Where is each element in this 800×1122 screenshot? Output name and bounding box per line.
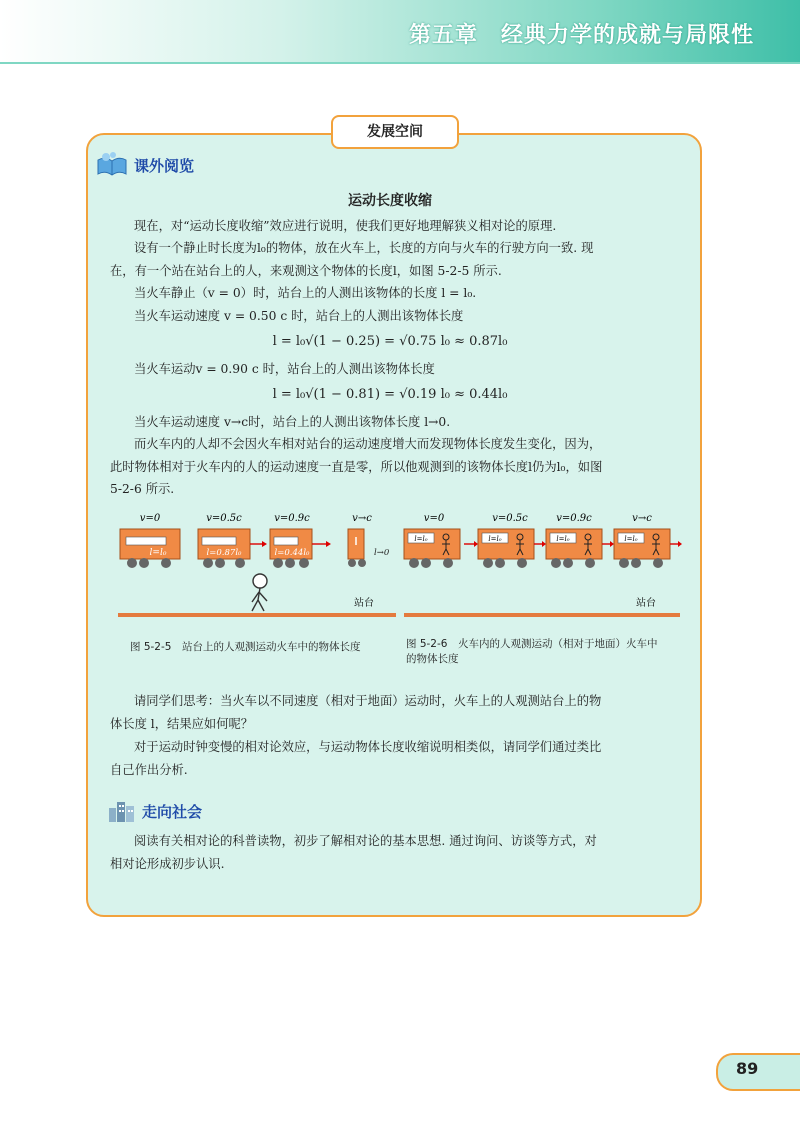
speed-label: v=0	[423, 513, 445, 524]
paragraph: 体长度 l，结果应如何呢？	[110, 717, 254, 731]
observer-figure	[252, 574, 267, 611]
paragraph: 5-2-6 所示.	[110, 482, 175, 496]
wheel	[139, 558, 149, 568]
paragraph: 阅读有关相对论的科普读物，初步了解相对论的基本思想. 通过询问、访谈等方式，对	[134, 834, 597, 848]
equation-1: l = l₀√(1 − 0.25) = √0.75 l₀ ≈ 0.87l₀	[272, 334, 508, 349]
platform-label: 站台	[354, 598, 374, 609]
paragraph: 请同学们思考：当火车以不同速度（相对于地面）运动时，火车上的人观测站台上的物	[134, 694, 602, 708]
platform-label: 站台	[636, 598, 656, 609]
society-section-header	[108, 800, 202, 822]
speed-label: v→c	[352, 513, 372, 524]
society-text	[110, 830, 670, 876]
platform	[404, 613, 680, 617]
inner-length-label: l=l₀	[556, 535, 570, 543]
speed-label: v→c	[632, 513, 652, 524]
arrow-head	[326, 541, 331, 547]
paragraph: 设有一个静止时长度为l₀的物体，放在火车上，长度的方向与火车的行驶方向一致. 现	[134, 241, 594, 255]
discussion-text	[110, 690, 670, 782]
society-section-label: 走向社会	[142, 802, 203, 821]
reading-section-header	[96, 152, 194, 178]
wheel	[285, 558, 295, 568]
length-label: l=0.87l₀	[206, 548, 242, 558]
article-title: 运动长度收缩	[348, 193, 432, 209]
wheel	[127, 558, 137, 568]
figure-right	[404, 513, 682, 617]
chapter-title: 第五章 经典力学的成就与局限性	[408, 23, 754, 48]
wheel	[348, 559, 356, 567]
article-length-contraction	[110, 190, 670, 501]
book-icon	[96, 152, 128, 178]
caption-line: 图 5-2-6 火车内的人观测运动（相对于地面）火车中	[406, 638, 658, 650]
speed-label: v=0.5c	[206, 513, 242, 524]
paragraph: 对于运动时钟变慢的相对论效应，与运动物体长度收缩说明相类似，请同学们通过类比	[134, 740, 602, 754]
object-bar	[274, 537, 298, 545]
panel-tab-label: 发展空间	[331, 115, 459, 149]
wheel	[235, 558, 245, 568]
length-label: l=0.44l₀	[274, 548, 310, 558]
arrow-head	[262, 541, 267, 547]
speed-label: v=0.5c	[492, 513, 528, 524]
train-car-group	[602, 529, 682, 568]
paragraph: 当火车运动速度 v = 0.50 c 时，站台上的人测出该物体长度	[134, 308, 464, 323]
wheel	[161, 558, 171, 568]
paragraph: 自己作出分析.	[110, 763, 188, 777]
paragraph: 此时物体相对于火车内的人的运动速度一直是零，所以他观测到的该物体长度l仍为l₀，如图	[110, 459, 603, 474]
wheel	[215, 558, 225, 568]
paragraph: 当火车运动速度 v→c时，站台上的人测出该物体长度 l→0.	[134, 414, 451, 429]
paragraph: 在，有一个站在站台上的人，来观测这个物体的长度l，如图 5-2-5 所示.	[110, 263, 502, 278]
header-divider	[0, 62, 800, 64]
paragraph: 现在，对“运动长度收缩”效应进行说明，使我们更好地理解狭义相对论的原理.	[134, 218, 557, 233]
inner-length-label: l=l₀	[488, 535, 502, 543]
paragraph: 而火车内的人却不会因火车相对站台的运动速度增大而发现物体长度发生变化，因为，	[134, 437, 602, 451]
length-label: l=l₀	[149, 548, 167, 558]
train-car-group	[534, 529, 602, 568]
wheel	[299, 558, 309, 568]
speed-label: v=0	[139, 513, 161, 524]
paragraph: 当火车运动v = 0.90 c 时，站台上的人测出该物体长度	[134, 361, 435, 376]
figure-caption-left: 图 5-2-5 站台上的人观测运动火车中的物体长度	[130, 641, 361, 653]
train-car-group	[404, 529, 460, 568]
paragraph: 当火车静止（v = 0）时，站台上的人测出该物体的长度 l = l₀.	[134, 286, 477, 300]
object-bar	[126, 537, 166, 545]
speed-label: v=0.9c	[556, 513, 592, 524]
page-header	[0, 0, 800, 62]
length-label: l→0	[374, 548, 390, 558]
inner-length-label: l=l₀	[414, 535, 428, 543]
train-car-group	[464, 529, 534, 568]
speed-label: v=0.9c	[274, 513, 310, 524]
city-buildings-icon	[108, 800, 136, 822]
paragraph: 相对论形成初步认识.	[110, 857, 225, 871]
wheel	[203, 558, 213, 568]
wheel	[358, 559, 366, 567]
figure-caption-right	[406, 637, 686, 667]
page-number: 89	[736, 1059, 759, 1078]
wheel	[273, 558, 283, 568]
equation-2: l = l₀√(1 − 0.81) = √0.19 l₀ ≈ 0.44l₀	[272, 387, 508, 402]
object-bar	[202, 537, 236, 545]
figure-left	[118, 513, 396, 617]
reading-section-label: 课外阅览	[134, 156, 195, 175]
caption-line: 的物体长度	[406, 653, 459, 665]
platform	[118, 613, 396, 617]
inner-length-label: l=l₀	[624, 535, 638, 543]
